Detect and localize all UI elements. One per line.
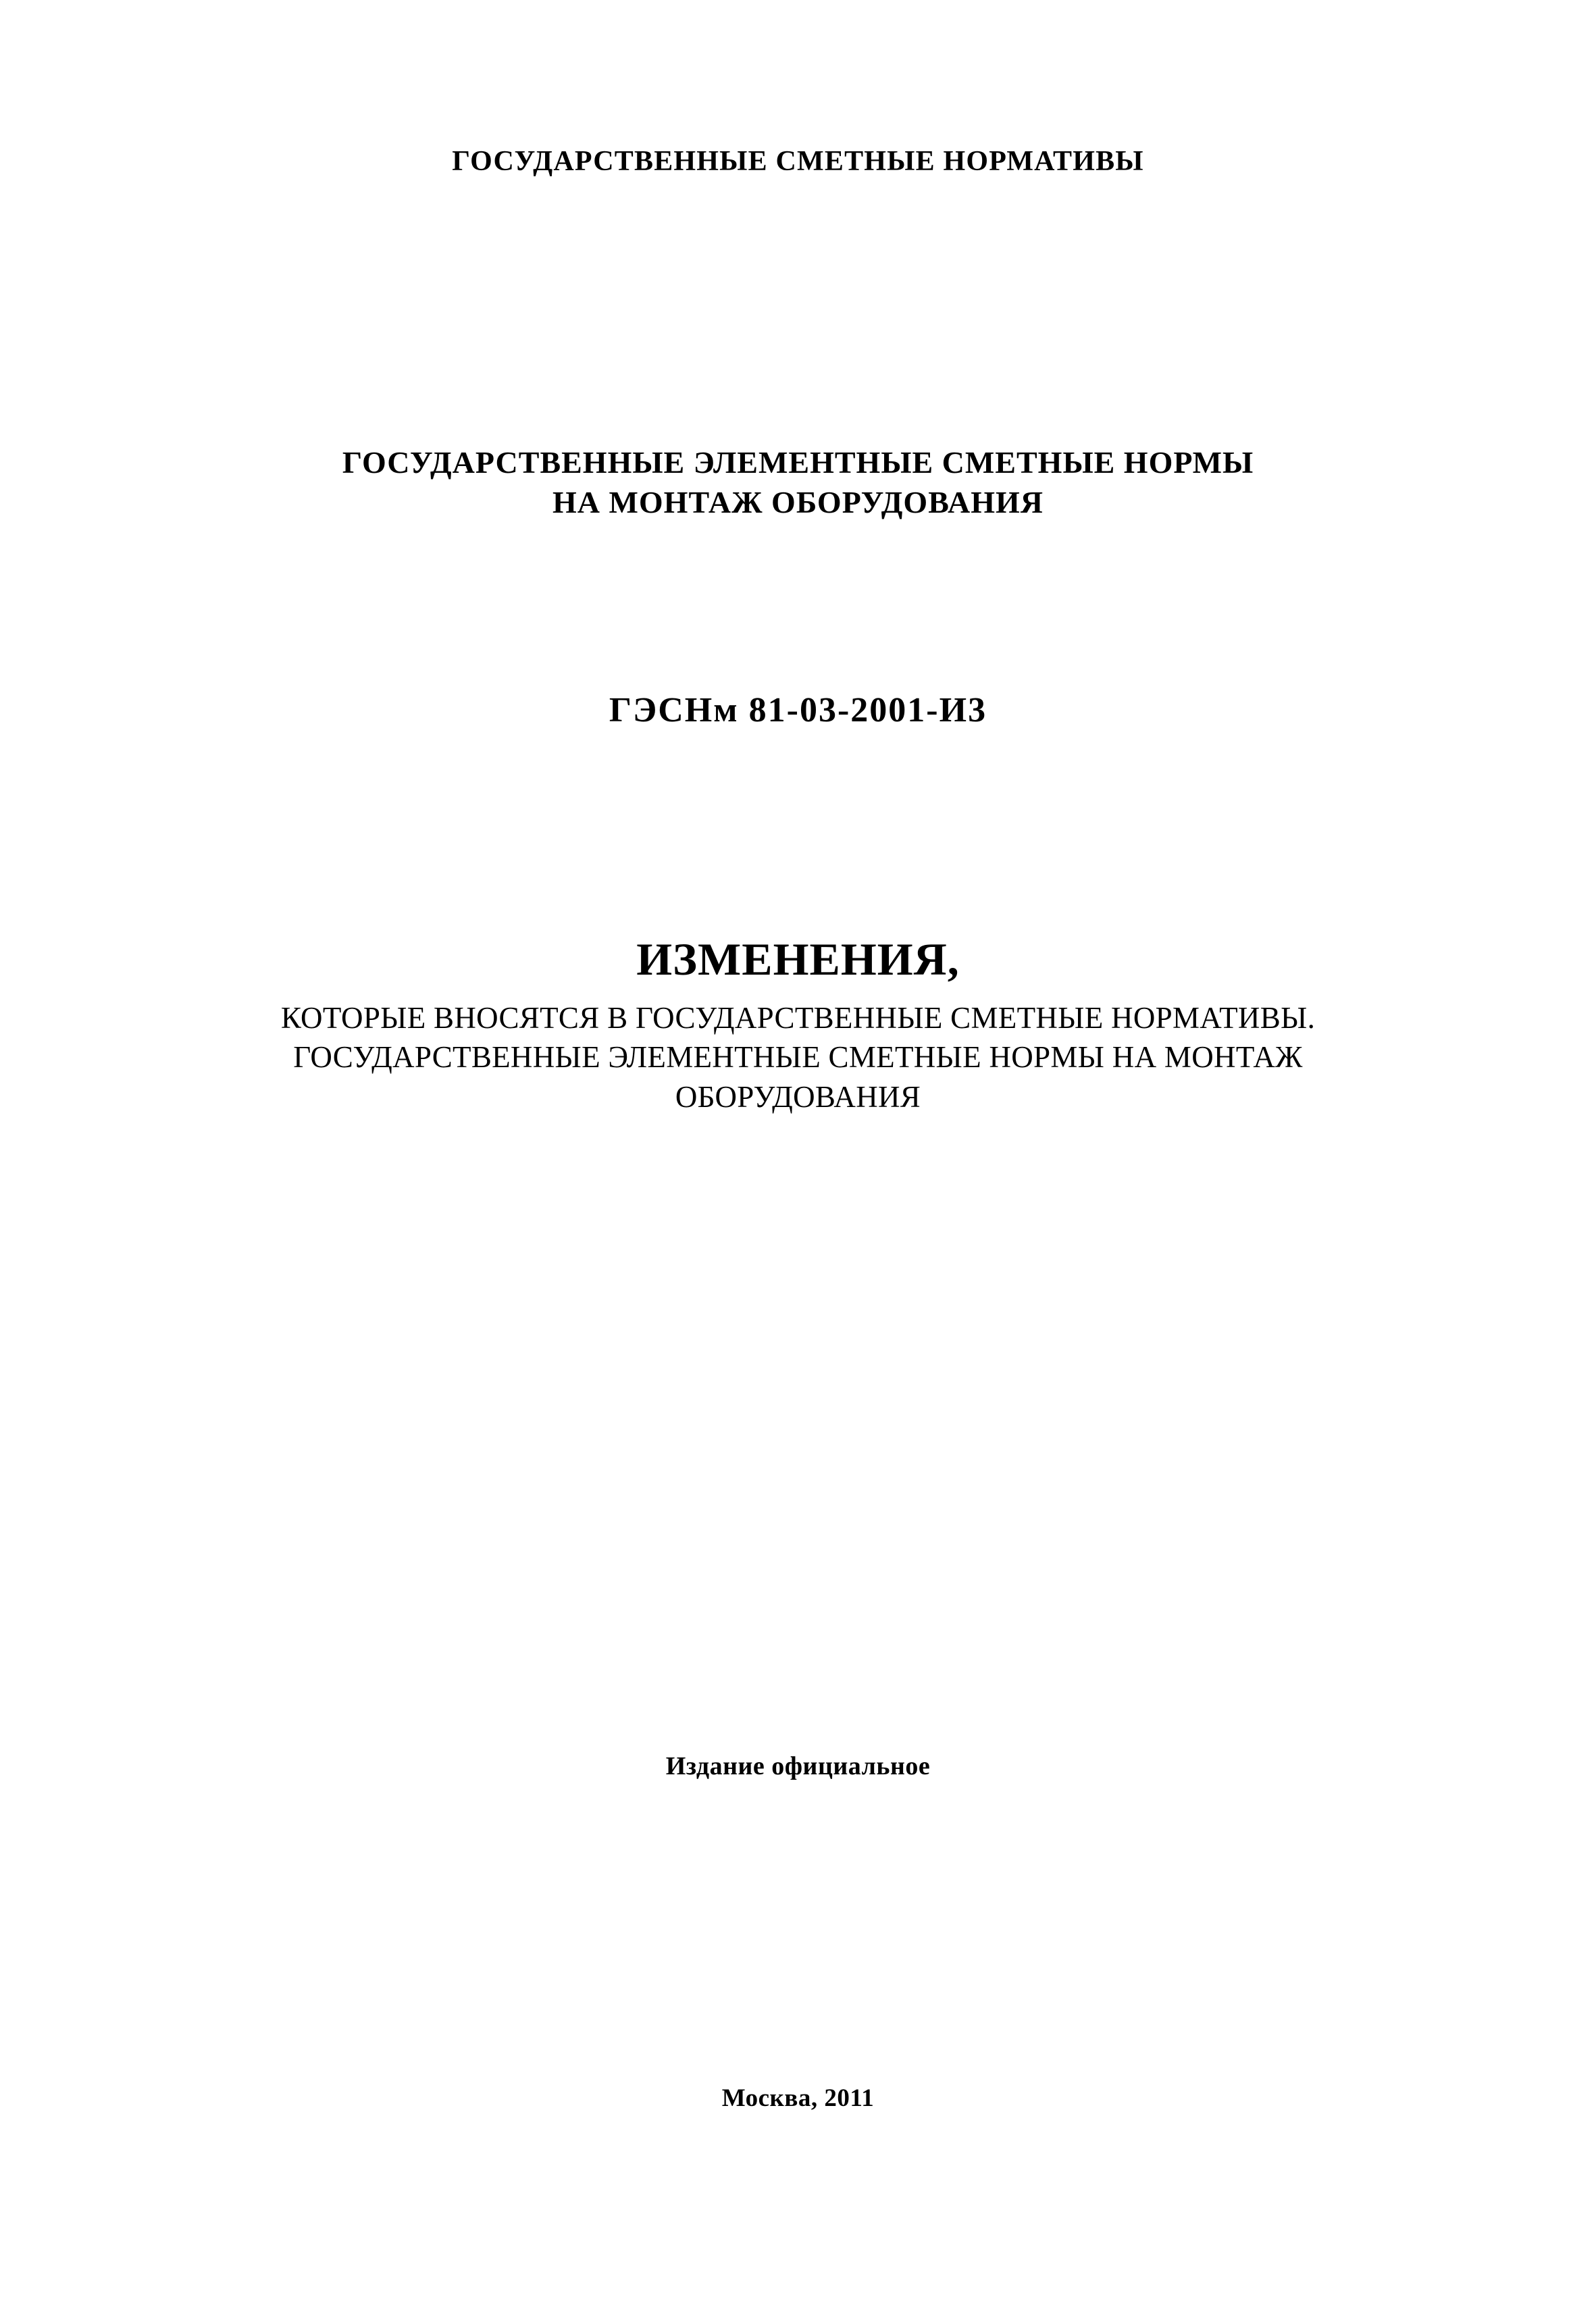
city-and-year: Москва, 2011 (721, 2084, 875, 2113)
changes-subtitle-line-2: ГОСУДАРСТВЕННЫЕ ЭЛЕМЕНТНЫЕ СМЕТНЫЕ НОРМЫ НА МОНТАЖ (293, 1040, 1303, 1075)
changes-subtitle-line-3: ОБОРУДОВАНИЯ (675, 1079, 921, 1114)
main-title-block (342, 443, 1254, 523)
top-heading: ГОСУДАРСТВЕННЫЕ СМЕТНЫЕ НОРМАТИВЫ (452, 146, 1144, 177)
official-edition-note: Издание официальное (665, 1752, 931, 1781)
main-title-line-2: НА МОНТАЖ ОБОРУДОВАНИЯ (552, 484, 1044, 519)
changes-subtitle-line-1: КОТОРЫЕ ВНОСЯТСЯ В ГОСУДАРСТВЕННЫЕ СМЕТНЫЕ НОРМАТИВЫ. (280, 1000, 1316, 1035)
changes-heading: ИЗМЕНЕНИЯ, (636, 933, 960, 985)
document-code: ГЭСНм 81‑03‑2001‑И3 (609, 690, 987, 729)
main-title-line-1: ГОСУДАРСТВЕННЫЕ ЭЛЕМЕНТНЫЕ СМЕТНЫЕ НОРМЫ (342, 445, 1254, 480)
changes-subtitle-block (281, 998, 1315, 1117)
